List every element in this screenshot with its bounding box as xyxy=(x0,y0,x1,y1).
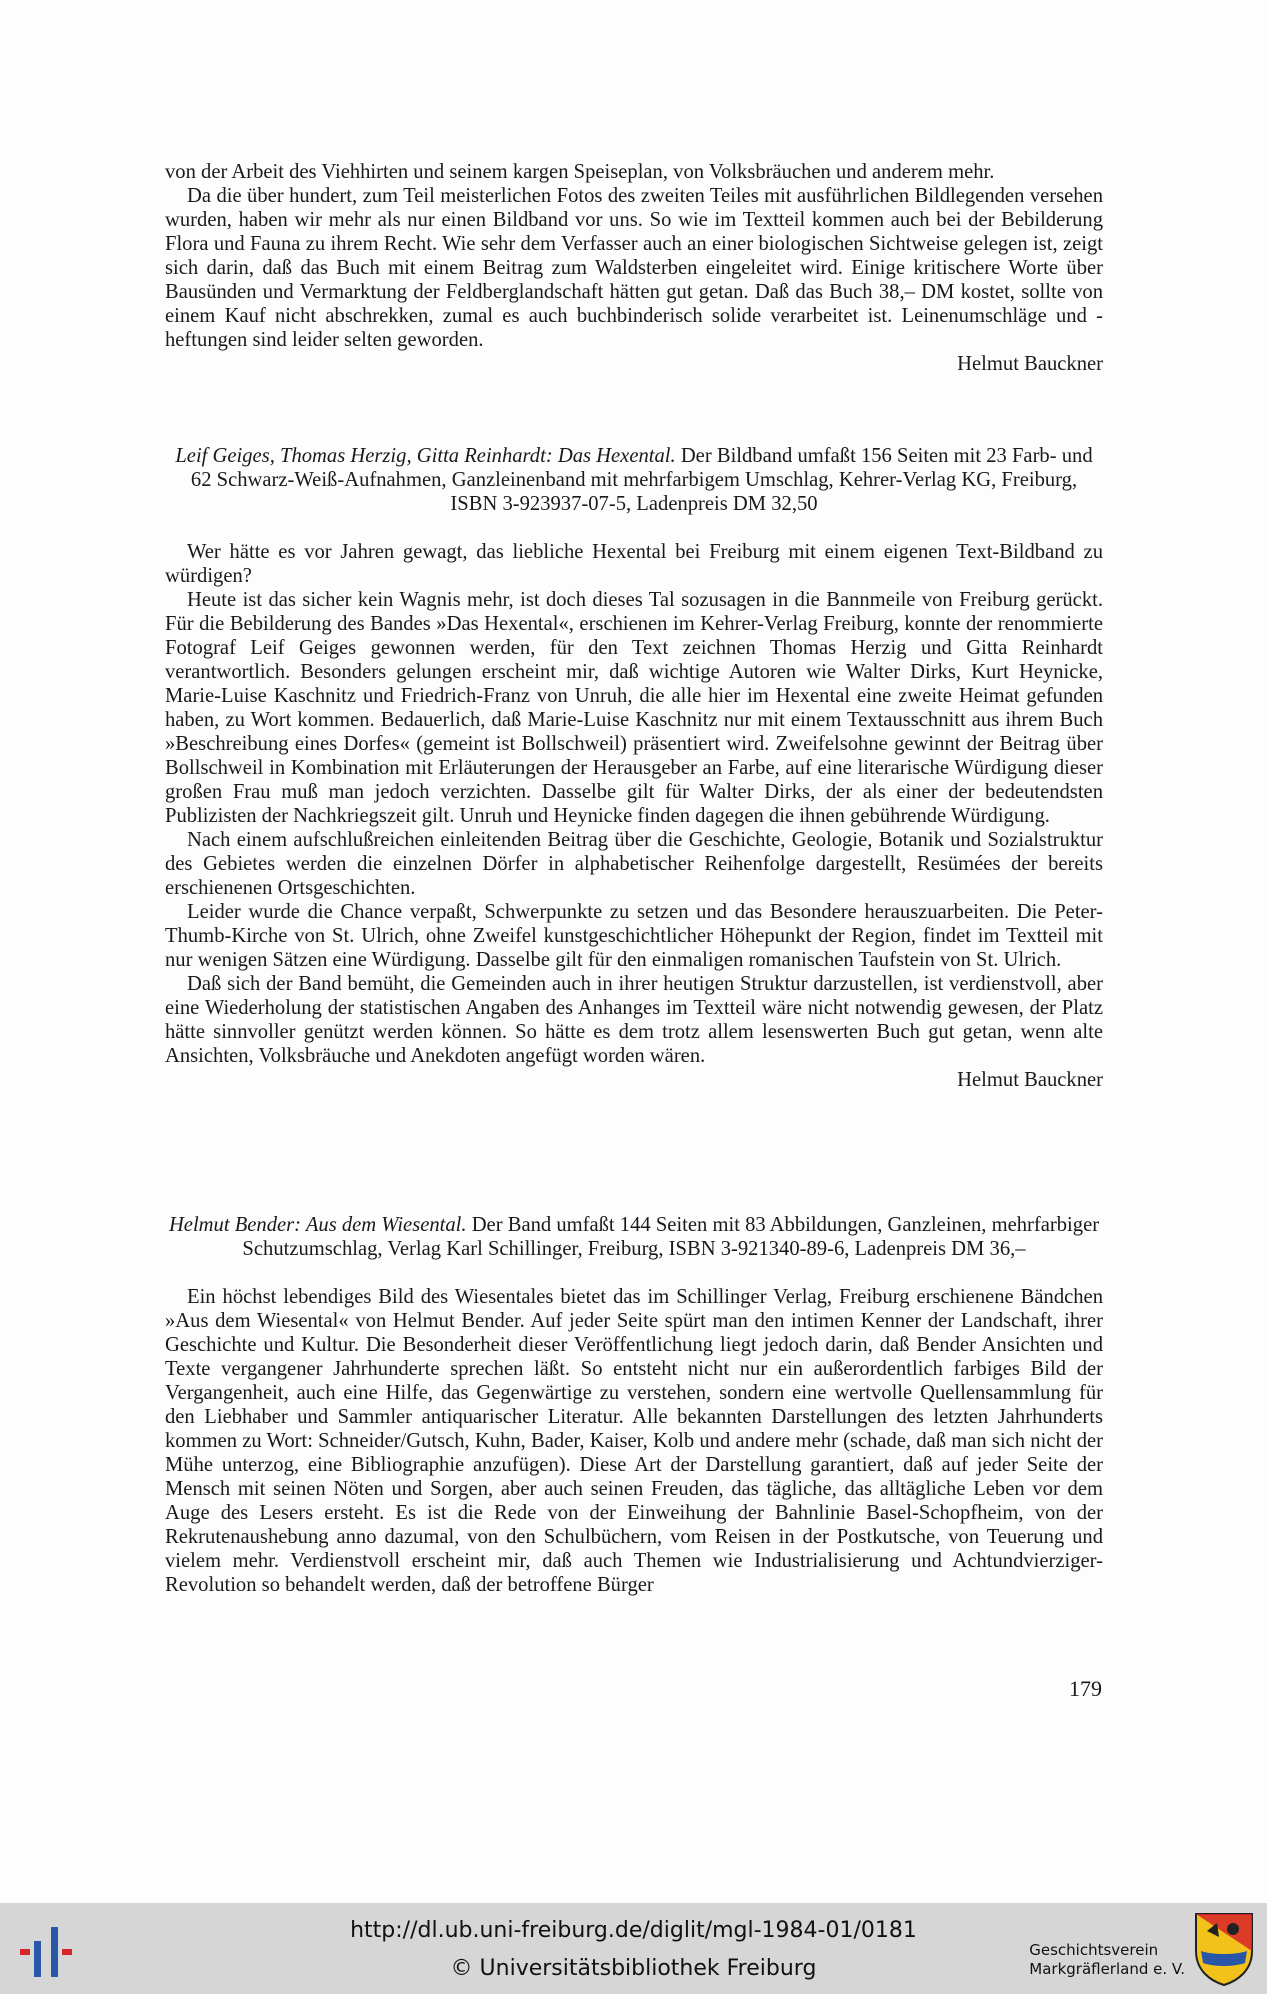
review-3 xyxy=(165,1213,1103,1597)
association-line: Geschichtsverein xyxy=(1029,1941,1159,1959)
footer-bar xyxy=(0,1903,1267,1994)
bibliographic-entry xyxy=(165,444,1103,516)
review-signature: Helmut Bauckner xyxy=(957,353,1103,375)
review-1-tail xyxy=(165,160,1103,376)
copyright-text: © Universitätsbibliothek Freiburg xyxy=(450,1956,817,1981)
review-signature: Helmut Bauckner xyxy=(957,1069,1103,1091)
page-number: 179 xyxy=(1069,1676,1102,1701)
source-url-link[interactable]: http://dl.ub.uni-freiburg.de/diglit/mgl-1984-01/0181 xyxy=(350,1918,917,1943)
paragraph: Leider wurde die Chance verpaßt, Schwerpunkte zu setzen und das Besondere herauszuarbeiten. Die Peter-Thumb-Kirche von St. Ulrich, ohne Zweifel kunstgeschichtlicher Höhepunkt der Region, findet im Textteil mit nur wenigen Sätzen eine Würdigung. Dasselbe gilt für den einmaligen romanischen Taufstein von St. Ulrich. xyxy=(165,901,1103,971)
paragraph: Ein höchst lebendiges Bild des Wiesentales bietet das im Schillinger Verlag, Freiburg erschienene Bändchen »Aus dem Wiesental« von Helmut Bender. Auf jeder Seite spürt man den intimen Kenner der Landschaft, ihrer Geschichte und Kultur. Die Besonderheit dieser Veröffentlichung liegt jedoch darin, daß Bender Ansichten und Texte vergangener Jahrhunderte sprechen läßt. So entsteht nicht nur ein außerordentlich farbiges Bild der Vergangenheit, auch eine Hilfe, das Gegenwärtige zu verstehen, sondern eine wertvolle Quellensammlung für den Liebhaber und Sammler antiquarischer Literatur. Alle bekannten Darstellungen des letzten Jahrhunderts kommen zu Wort: Schneider/Gutsch, Kuhn, Bader, Kaiser, Kolb und andere mehr (schade, daß man sich nicht der Mühe unterzog, eine Bibliographie anzufügen). Diese Art der Darstellung garantiert, daß auf jeder Seite der Mensch mit seinen Nöten und Sorgen, aber auch seinen Freuden, das tägliche, das alltägliche Leben vor dem Auge des Lesers ersteht. Es ist die Rede von der Einweihung der Bahnlinie Basel-Schopfheim, von der Rekrutenaushebung anno dazumal, von den Schulbüchern, vom Reisen in der Postkutsche, von Teuerung und vielem mehr. Verdienstvoll erscheint mir, daß auch Themen wie Industrialisierung und Achtundvierziger-Revolution so behandelt werden, daß der betroffene Bürger xyxy=(165,1286,1103,1596)
paragraph: Daß sich der Band bemüht, die Gemeinden auch in ihrer heutigen Struktur darzustellen, ist verdienstvoll, aber eine Wiederholung der statistischen Angaben des Anhanges im Textteil wäre nicht notwendig gewesen, der Platz hätte sinnvoller genützt werden können. So hätte es dem trotz allem lesenswerten Buch gut getan, wenn alte Ansichten, Volksbräuche und Anekdoten angefügt worden wären. xyxy=(165,973,1103,1067)
association-line: Markgräflerland e. V. xyxy=(1029,1960,1185,1978)
association-name xyxy=(1029,1941,1185,1979)
book-title: Helmut Bender: Aus dem Wiesental. xyxy=(168,1214,467,1236)
paragraph: Heute ist das sicher kein Wagnis mehr, ist doch dieses Tal sozusagen in die Bannmeile von Freiburg gerückt. Für die Bebilderung des Bandes »Das Hexental«, erschienen im Kehrer-Verlag Freiburg, konnte der renommierte Fotograf Leif Geiges gewonnen werden, für den Text zeichnen Thomas Herzig und Gitta Reinhardt verantwortlich. Besonders gelungen erscheint mir, daß wichtige Autoren wie Walter Dirks, Kurt Heynicke, Marie-Luise Kaschnitz und Friedrich-Franz von Unruh, die alle hier im Hexental eine zweite Heimat gefunden haben, zu Wort kommen. Bedauerlich, daß Marie-Luise Kaschnitz nur mit einem Textausschnitt aus ihrem Buch »Beschreibung eines Dorfes« (gemeint ist Bollschweil) präsentiert wird. Zweifelsohne gewinnt der Beitrag über Bollschweil in Kombination mit Erläuterungen der Herausgeber an Farbe, auf eine literarische Würdigung dieser großen Frau muß man jedoch verzichten. Dasselbe gilt für Walter Dirks, der als einer der bedeutendsten Publizisten der Nachkriegszeit gilt. Unruh und Heynicke finden dagegen die ihnen gebührende Würdigung. xyxy=(165,589,1103,827)
paragraph: von der Arbeit des Viehhirten und seinem kargen Speiseplan, von Volksbräuchen und anderem mehr. xyxy=(165,161,995,183)
paragraph: Wer hätte es vor Jahren gewagt, das liebliche Hexental bei Freiburg mit einem eigenen Text-Bildband zu würdigen? xyxy=(165,541,1103,587)
book-details: Der Bildband umfaßt 156 Seiten mit 23 Farb- und 62 Schwarz-Weiß-Aufnahmen, Ganzleinenband mit mehrfarbigem Umschlag, Kehrer-Verlag KG, Freiburg, ISBN 3-923937-07-5, Ladenpreis DM 32,50 xyxy=(190,445,1093,515)
paragraph: Da die über hundert, zum Teil meisterlichen Fotos des zweiten Teiles mit ausführlichen Bildlegenden versehen wurden, haben wir mehr als nur einen Bildband vor uns. So wie im Textteil kommen auch bei der Bebilderung Flora und Fauna zu ihrem Recht. Wie sehr dem Verfasser auch an einer biologischen Sichtweise gelegen ist, zeigt sich darin, daß das Buch mit einem Beitrag zum Waldsterben eingeleitet wird. Einige kritischere Worte über Bausünden und Vermarktung der Feldberglandschaft hätten gut getan. Daß das Buch 38,– DM kostet, sollte von einem Kauf nicht abschrekken, zumal es auch buchbinderisch solide verarbeitet ist. Leinenumschläge und -heftungen sind leider selten geworden. xyxy=(165,185,1103,351)
book-details: Der Band umfaßt 144 Seiten mit 83 Abbildungen, Ganzleinen, mehrfarbiger Schutzumschlag, Verlag Karl Schillinger, Freiburg, ISBN 3-921340-89-6, Ladenpreis DM 36,– xyxy=(242,1214,1100,1260)
review-2 xyxy=(165,444,1103,1092)
book-title: Leif Geiges, Thomas Herzig, Gitta Reinhardt: Das Hexental. xyxy=(175,445,676,467)
bibliographic-entry xyxy=(165,1213,1103,1261)
paragraph: Nach einem aufschlußreichen einleitenden Beitrag über die Geschichte, Geologie, Botanik und Sozialstruktur des Gebietes werden die einzelnen Dörfer in alphabetischer Reihenfolge dargestellt, Resümées der bereits erschienenen Ortsgeschichten. xyxy=(165,829,1103,899)
coat-of-arms-icon xyxy=(1193,1911,1255,1987)
